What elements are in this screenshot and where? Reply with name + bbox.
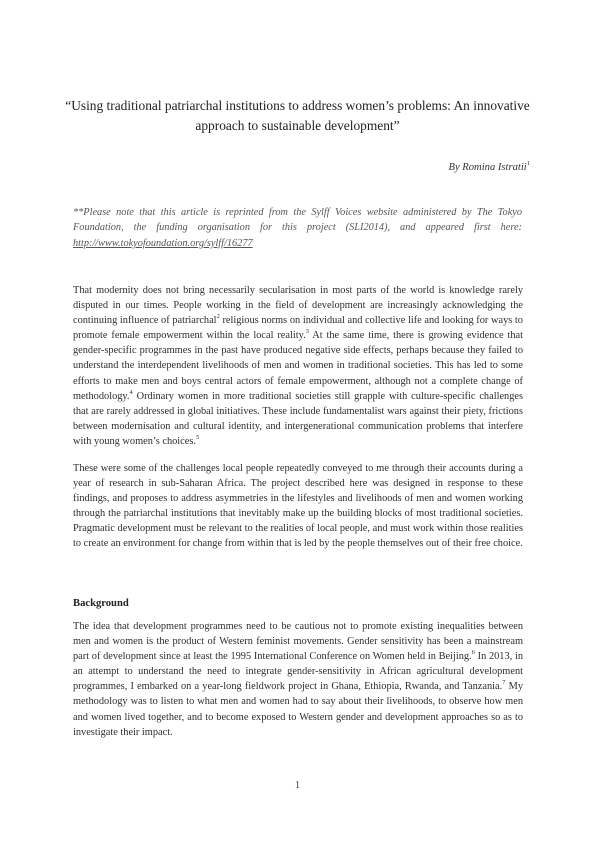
footnote-ref[interactable]: 4 [129,388,133,396]
body-paragraph: These were some of the challenges local people repeatedly conveyed to me through their accounts during a year of research in sub-Saharan Africa. The project described here was designed in response to these findings, and proposes to address asymmetries in the lifestyles and livelihoods of men and women working through the patriarchal institutions that inevitably make up the building blocks of most traditional societies. Pragmatic development must be relevant to the realities of local people, and must work within those realities to create an environment for change from within that is led by the people themselves out of their free choice. [73,463,523,550]
section-heading: Background [73,598,129,609]
footnote-ref[interactable]: 7 [502,679,506,687]
body-paragraph: That modernity does not bring necessarily secularisation in most parts of the world is knowledge rarely disputed in our times. People working in the field of development are increasingly acknowledging the continuing influence of patriarchal$^2$ religious norms on individual and collective life and looking for ways to promote female empowerment within the local reality.$^3$ At the same time, there is growing evidence that gender-specific programmes in the past have produced negative side effects, perhaps because they failed to understand the interdependent livelihoods of men and women in traditional societies. This has led to some efforts to make men and boys central actors of female empowerment, although not a complete change of methodology.$^4$ Ordinary women in more traditional societies still grapple with culture-specific challenges that are rarely addressed in global initiatives. These include fundamentalist wars against their piety, frictions between modernisation and cultural identity, and intergenerational communication problems that interfere with young women’s choices.$^5$ [73,285,523,447]
footnote-ref[interactable]: 1 [526,160,530,167]
footnote-ref[interactable]: 2 [216,313,220,321]
document-title: “Using traditional patriarchal institutions to address women’s problems: An innovative approach to sustainable development” [65,98,530,133]
footnote-ref[interactable]: 3 [305,328,309,336]
author-name: By Romina Istratii [448,162,527,173]
body-paragraph: The idea that development programmes need to be cautious not to promote existing inequalities between men and women is the product of Western feminist movements. Gender sensitivity has been a mainstream part of development since at least the 1995 International Conference on Women held in Beijing.$^6$ In 2013, in an attempt to understand the need to integrate gender-sensitivity in African agricultural development programmes, I embarked on a year-long fieldwork project in Ghana, Ethiopia, Rwanda, and Tanzania.$^7$ My methodology was to listen to what men and women had to say about their livelihoods, to observe how men and women lived together, and to become exposed to Western gender and development approaches so as to investigate their impact. [73,621,523,738]
source-link[interactable]: http://www.tokyofoundation.org/sylff/16277 [73,237,253,249]
footnote-ref[interactable]: 5 [195,433,200,441]
reprint-note-text: **Please note that this article is reprinted from the Sylff Voices website administered by The Tokyo Foundation, the funding organisation for this project (SLI2014), and appeared first here: [73,207,522,234]
page-number: 1 [294,780,301,791]
footnote-ref[interactable]: 6 [471,649,475,657]
reprint-note [73,205,522,251]
author-line [448,160,530,173]
